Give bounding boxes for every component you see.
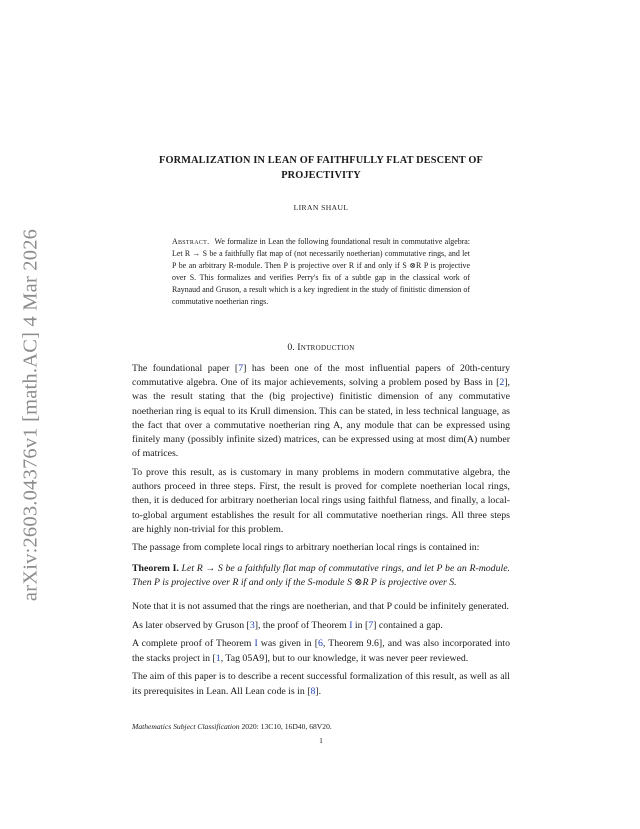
citation-link[interactable]: 6 <box>317 638 323 650</box>
theorem-label: Theorem I. <box>132 562 179 574</box>
theorem-link[interactable]: I <box>349 619 353 631</box>
abstract <box>172 236 470 308</box>
citation-link[interactable]: 1 <box>215 652 221 664</box>
paragraph <box>132 637 510 665</box>
arxiv-sidebar <box>2 225 60 605</box>
theorem-statement: Let R → S be a faithfully flat map of commutative rings, and let P be an R-module. Then P is projective over R if and only if the S-module S ⊗R P is projective over S. <box>132 562 510 588</box>
section-heading <box>132 342 510 353</box>
citation-link[interactable]: 7 <box>238 363 244 374</box>
citation-link[interactable]: 7 <box>368 619 374 631</box>
text-run: ]. <box>315 685 322 697</box>
section-title: Introduction <box>297 342 355 353</box>
text-run: As later observed by Gruson [ <box>132 619 250 631</box>
citation-link[interactable]: 3 <box>249 619 255 631</box>
paragraph <box>132 362 510 461</box>
paragraph <box>132 619 510 633</box>
text-run: A complete proof of Theorem <box>132 638 255 650</box>
text-run: was given in [ <box>257 638 318 650</box>
theorem-link[interactable]: I <box>254 638 258 650</box>
title-line-2: PROJECTIVITY <box>281 170 361 181</box>
text-run: in [ <box>352 619 369 631</box>
arxiv-identifier[interactable]: arXiv:2603.04376v1 [math.AC] 4 Mar 2026 <box>19 228 42 602</box>
text-run: ], the proof of Theorem <box>254 619 350 631</box>
paper-title <box>132 153 510 183</box>
text-run: The foundational paper [ <box>132 363 239 374</box>
paragraph: To prove this result, as is customary in many problems in modern commutative algebra, the authors proceed in three steps. First, the result is proved for complete noetherian local rings, then, it is deduced for arbitrary noetherian local rings using faithful flatness, and finally, a local-to-global argument establishes the result for all commutative noetherian rings. All three steps are highly non-trivial for this problem. <box>132 466 510 535</box>
paragraph <box>132 670 510 698</box>
footnote-label: Mathematics Subject Classification <box>132 722 240 731</box>
theorem-block <box>132 562 510 590</box>
paper-body <box>132 362 510 703</box>
text-run: , Tag 05A9], but to our knowledge, it was never peer reviewed. <box>220 652 469 664</box>
author-name: LIRAN SHAUL <box>293 203 349 212</box>
text-run: ], was the result stating that the (big projective) finitistic dimension of any commutative noetherian ring is equal to its Krull dimension. This can be stated, in less technical language, as the fact that over a commutative noetherian ring A, any module that can be expressed using finitely many (possibly infinite sized) matrices, can be expressed using at most dim(A) number of matrices. <box>132 377 510 460</box>
text-run: The aim of this paper is to describe a recent successful formalization of this result, as well as all its prerequisites in Lean. All Lean code is in [ <box>132 671 510 697</box>
section-number: 0. <box>287 342 295 353</box>
abstract-text: We formalize in Lean the following foundational result in commutative algebra: Let R → S be a faithfully flat map of (not necessarily noetherian) commutative rings, and let P be an arbitrary R-module. Then P is projective over R if and only if S ⊗R P is projective over S. This formalizes and verifies Perry's fix of a subtle gap in the classical work of Raynaud and Gruson, a result which is a key ingredient in the study of finitistic dimension of commutative noetherian rings. <box>172 237 470 306</box>
footnote-text: 2020: 13C10, 16D40, 68V20. <box>239 722 332 731</box>
abstract-heading: Abstract. <box>172 237 210 246</box>
footnote <box>132 722 510 731</box>
page-number: 1 <box>319 736 323 745</box>
text-run: , Theorem 9.6], and was also incorporated into the stacks project in [ <box>132 638 510 664</box>
paragraph: Note that it is not assumed that the rings are noetherian, and that P could be infinitely generated. <box>132 601 509 613</box>
text-run: ] has been one of the most influential papers of 20th-century commutative algebra. One of its major achievements, solving a problem posed by Bass in [ <box>132 363 510 389</box>
citation-link[interactable]: 8 <box>310 685 316 697</box>
citation-link[interactable]: 2 <box>499 377 505 389</box>
text-run: ] contained a gap. <box>373 619 443 631</box>
paragraph: The passage from complete local rings to arbitrary noetherian local rings is contained in: <box>132 542 480 554</box>
title-line-1: FORMALIZATION IN LEAN OF FAITHFULLY FLAT DESCENT OF <box>159 155 483 166</box>
